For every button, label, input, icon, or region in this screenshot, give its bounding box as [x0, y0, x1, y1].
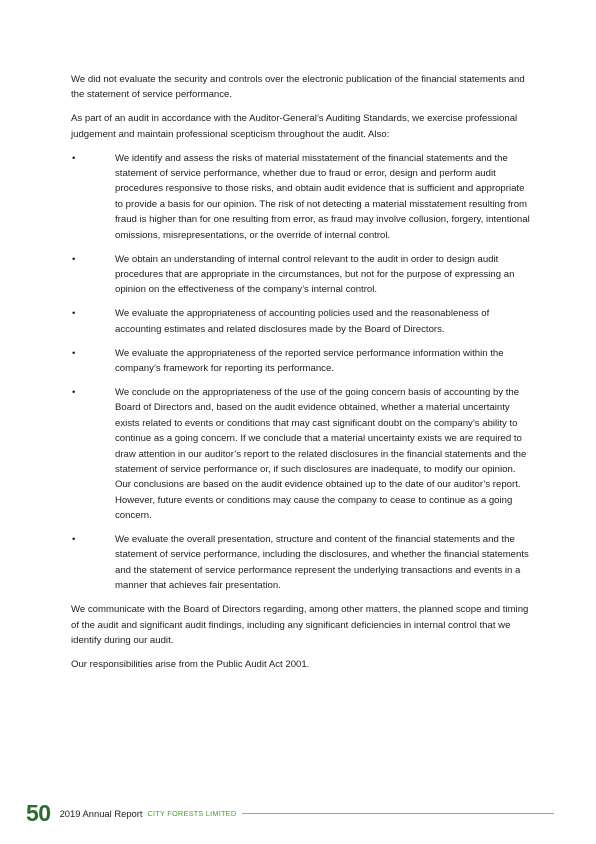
list-item-text: We evaluate the overall presentation, structure and content of the financial statements and the statement of service performance, including the disclosures, and whether the financial statements and the statement of service performance represent the underlying transactions and events in a manner that achieves fair presentation.	[115, 534, 529, 592]
list-item	[71, 385, 531, 524]
page-number: 50	[26, 800, 51, 826]
list-item-text: We conclude on the appropriateness of the use of the going concern basis of accounting by the Board of Directors and, based on the audit evidence obtained, whether a material uncertainty exists related to events or conditions that may cast significant doubt on the company’s ability to continue as a going concern. If we conclude that a material uncertainty exists we are required to draw attention in our auditor’s report to the related disclosures in the financial statements and the statement of service performance or, if such disclosures are inadequate, to modify our opinion. Our conclusions are based on the audit evidence obtained up to the date of our auditor’s report. However, future events or conditions may cause the company to cease to continue as a going concern.	[115, 386, 527, 522]
list-item	[71, 532, 531, 594]
list-item	[71, 252, 531, 298]
list-item	[71, 306, 531, 337]
closing-paragraph-1: We communicate with the Board of Directors regarding, among other matters, the planned scope and timing of the audit and significant audit findings, including any significant deficiencies in internal control that we identify during our audit.	[71, 604, 529, 646]
list-item-text: We obtain an understanding of internal control relevant to the audit in order to design audit procedures that are appropriate in the circumstances, but not for the purpose of expressing an opinion on the effectiveness of the company’s internal control.	[115, 253, 515, 296]
bullet-icon: •	[72, 253, 76, 265]
list-item-text: We evaluate the appropriateness of accounting policies used and the reasonableness of accounting estimates and related disclosures made by the Board of Directors.	[115, 308, 490, 335]
footer-divider	[242, 813, 554, 814]
bullet-icon: •	[72, 534, 76, 546]
bullet-icon: •	[72, 386, 76, 398]
report-label: 2019 Annual Report	[59, 807, 143, 819]
document-body	[71, 72, 531, 681]
list-item	[71, 346, 531, 377]
bullet-icon: •	[72, 308, 76, 320]
responsibilities-list	[71, 151, 531, 594]
intro-paragraph-2: As part of an audit in accordance with the Auditor-General’s Auditing Standards, we exercise professional judgement and maintain professional scepticism throughout the audit. Also:	[71, 113, 518, 140]
bullet-icon: •	[72, 152, 76, 164]
page-footer	[26, 798, 554, 828]
list-item-text: We evaluate the appropriateness of the reported service performance information within the company’s framework for reporting its performance.	[115, 347, 504, 374]
closing-paragraph-2: Our responsibilities arise from the Public Audit Act 2001.	[71, 658, 310, 670]
bullet-icon: •	[72, 347, 76, 359]
list-item-text: We identify and assess the risks of material misstatement of the financial statements and the statement of service performance, whether due to fraud or error, design and perform audit procedures responsive to those risks, and obtain audit evidence that is sufficient and appropriate to provide a basis for our opinion. The risk of not detecting a material misstatement resulting from fraud is higher than for one resulting from error, as fraud may involve collusion, forgery, intentional omissions, misrepresentations, or the override of internal control.	[115, 152, 530, 241]
intro-paragraph-1: We did not evaluate the security and controls over the electronic publication of the financial statements and the statement of service performance.	[71, 74, 525, 101]
company-label: CITY FORESTS LIMITED	[147, 808, 237, 818]
list-item	[71, 151, 531, 243]
